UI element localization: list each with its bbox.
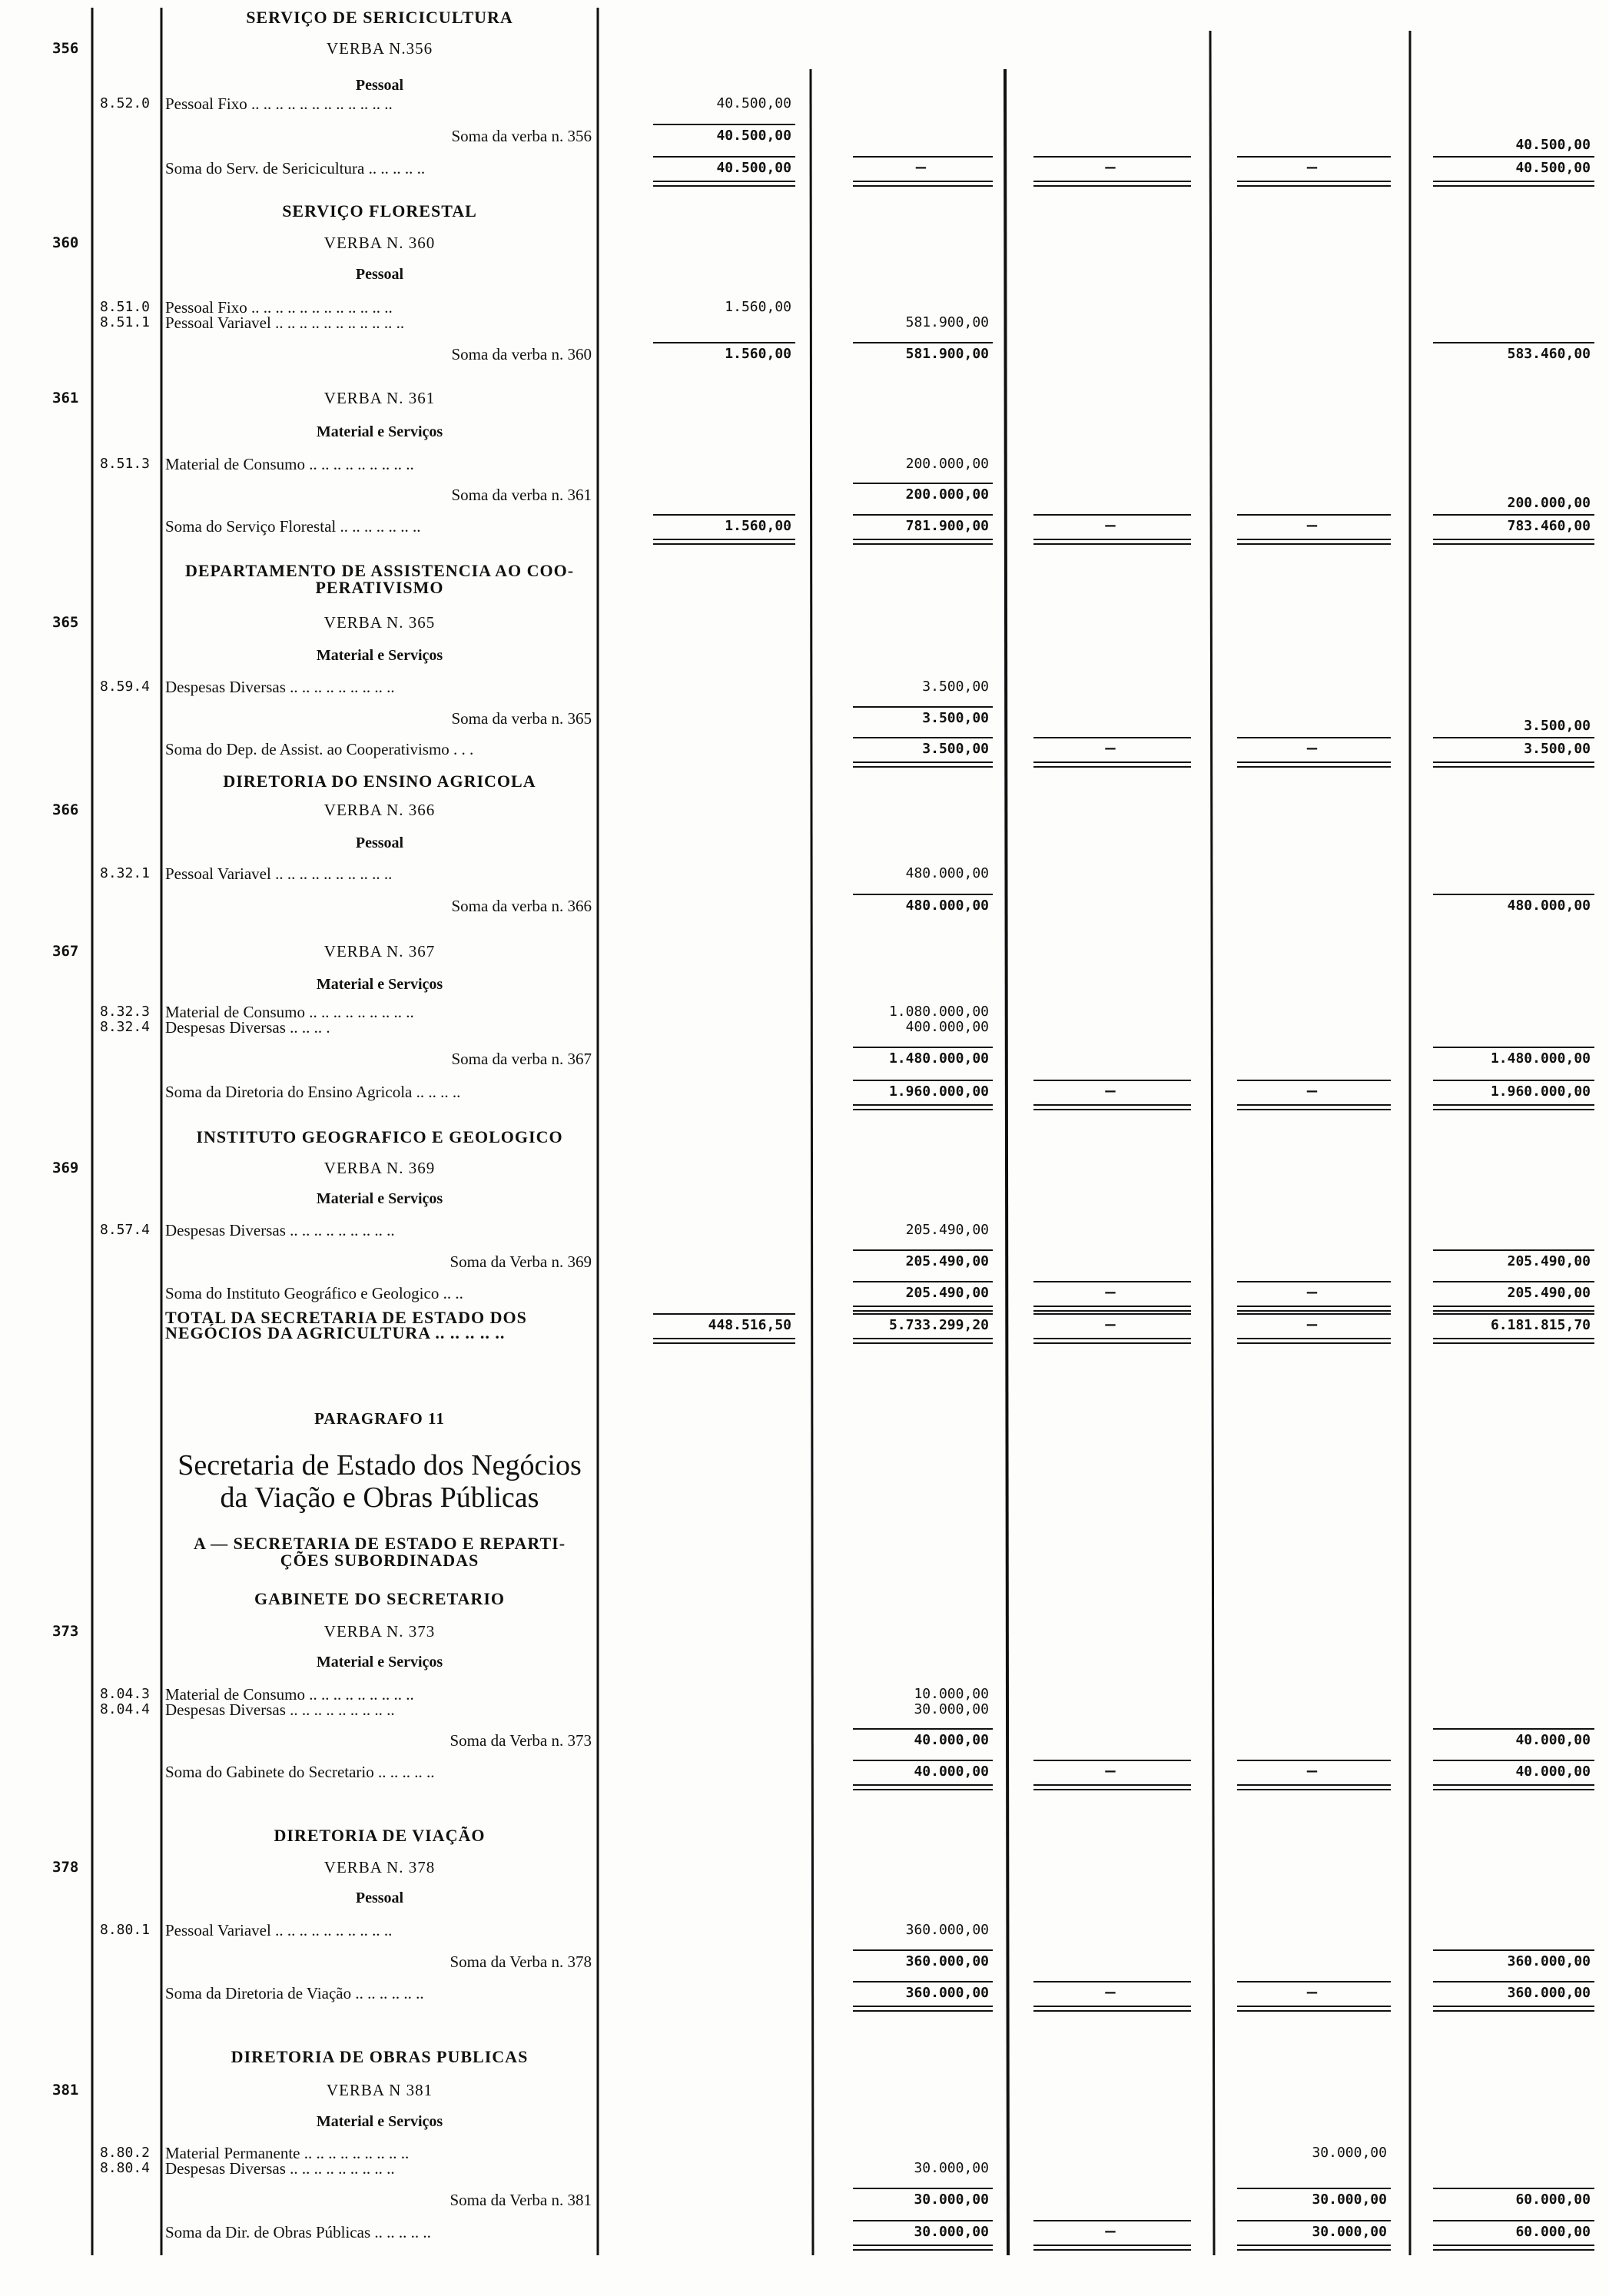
sum-label: Soma da verba n. 365 <box>451 709 592 728</box>
subheading: Pessoal <box>355 77 404 94</box>
sum-label: Soma da verba n. 361 <box>451 486 592 504</box>
subheading: Material e Serviços <box>316 1190 443 1207</box>
sum-label: Soma da verba n. 356 <box>451 127 592 145</box>
column-5-carry: 200.000,00 <box>1507 495 1591 511</box>
amount-c2: 581.900,00 <box>905 346 989 362</box>
amount-c2: 480.000,00 <box>905 865 989 881</box>
secretariat-title: Secretaria de Estado dos Negócios <box>177 1449 582 1481</box>
subheading: Pessoal <box>355 1890 404 1906</box>
item-label: Material Permanente .. .. .. .. .. .. .. .. .. <box>165 2144 410 2162</box>
column-3-rule <box>1210 31 1214 2255</box>
column-1-rule <box>811 69 813 2255</box>
amount-c1: 40.500,00 <box>716 95 791 111</box>
item-label: Despesas Diversas .. .. .. .. .. .. .. .. .. <box>165 1221 395 1239</box>
verba-title: VERBA N. 366 <box>323 801 436 819</box>
total-label: Soma da Diretoria de Viação .. .. .. .. .. .. <box>165 1984 424 2002</box>
sum-label: Soma da Verba n. 381 <box>450 2191 592 2209</box>
amount-c2: 781.900,00 <box>905 518 989 534</box>
item-code: 8.04.4 <box>100 1701 151 1717</box>
section-heading: SERVIÇO FLORESTAL <box>282 201 477 221</box>
item-code: 8.80.1 <box>100 1922 151 1938</box>
item-label: Material de Consumo .. .. .. .. .. .. .. .. .. <box>165 1003 414 1021</box>
item-code: 8.51.0 <box>100 299 151 315</box>
nil-dash: — <box>915 158 927 178</box>
total-label: Soma da Diretoria do Ensino Agricola .. .. .. .. <box>165 1083 461 1101</box>
item-label: Despesas Diversas .. .. .. .. .. .. .. .. .. <box>165 1700 395 1719</box>
amount-c2: 10.000,00 <box>914 1686 989 1702</box>
total-label: Soma do Serviço Florestal .. .. .. .. .. .. .. <box>165 517 421 536</box>
amount-c5: 205.490,00 <box>1507 1285 1591 1301</box>
subheading: Material e Serviços <box>316 1654 443 1671</box>
subheading: Pessoal <box>355 266 404 283</box>
amount-c5: 1.960.000,00 <box>1490 1083 1591 1100</box>
nil-dash: — <box>1105 1762 1116 1781</box>
column-2-rule <box>1005 69 1008 2255</box>
amount-c2: 30.000,00 <box>914 1701 989 1717</box>
item-code: 8.51.3 <box>100 456 151 472</box>
item-code: 8.59.4 <box>100 679 151 695</box>
item-label: Pessoal Variavel .. .. .. .. .. .. .. .. .. .. <box>165 864 393 883</box>
verba-title: VERBA N. 365 <box>323 613 436 632</box>
amount-c5: 783.460,00 <box>1507 518 1591 534</box>
subheading: Pessoal <box>355 834 404 851</box>
verba-title: VERBA N.356 <box>326 39 433 58</box>
section-heading: SERVIÇO DE SERICICULTURA <box>246 8 513 27</box>
subheading: Material e Serviços <box>316 2113 443 2130</box>
amount-c2: 40.000,00 <box>914 1732 989 1748</box>
amount-c2: 3.500,00 <box>922 679 989 695</box>
amount-c2: 40.000,00 <box>914 1763 989 1780</box>
total-label: Soma do Dep. de Assist. ao Cooperativismo . . . <box>165 740 474 758</box>
amount-c2: 30.000,00 <box>914 2224 989 2240</box>
sum-label: Soma da Verba n. 373 <box>450 1731 592 1750</box>
verba-reference: 367 <box>52 943 79 960</box>
amount-c2: 200.000,00 <box>905 456 989 472</box>
amount-c5: 40.000,00 <box>1515 1732 1591 1748</box>
section-heading-cont: ÇÕES SUBORDINADAS <box>280 1551 479 1570</box>
nil-dash: — <box>1105 2222 1116 2241</box>
item-label: Despesas Diversas .. .. .. . <box>165 1018 330 1037</box>
amount-c5: 480.000,00 <box>1507 897 1591 914</box>
section-heading: DIRETORIA DE OBRAS PUBLICAS <box>231 2047 529 2066</box>
verba-reference: 361 <box>52 390 79 406</box>
amount-c2: 360.000,00 <box>905 1985 989 2001</box>
verba-reference: 365 <box>52 614 79 631</box>
section-heading: A — SECRETARIA DE ESTADO E REPARTI- <box>193 1534 566 1553</box>
amount-c5: 583.460,00 <box>1507 346 1591 362</box>
amount-c1: 448.516,50 <box>708 1317 791 1333</box>
amount-c5: 40.000,00 <box>1515 1763 1591 1780</box>
item-code: 8.57.4 <box>100 1222 151 1238</box>
grand-total-label-cont: NEGÓCIOS DA AGRICULTURA .. .. .. .. .. <box>165 1323 506 1342</box>
item-code: 8.04.3 <box>100 1686 151 1702</box>
sum-label: Soma da Verba n. 378 <box>450 1953 592 1971</box>
amount-c2: 205.490,00 <box>905 1253 989 1269</box>
amount-c5: 205.490,00 <box>1507 1253 1591 1269</box>
amount-c4: 30.000,00 <box>1312 2145 1387 2161</box>
sum-label: Soma da verba n. 360 <box>451 345 592 363</box>
nil-dash: — <box>1306 1983 1318 2002</box>
section-heading: DIRETORIA DE VIAÇÃO <box>274 1826 486 1845</box>
verba-reference: 366 <box>52 801 79 818</box>
amount-c2: 30.000,00 <box>914 2160 989 2176</box>
item-label: Pessoal Fixo .. .. .. .. .. .. .. .. .. .. .. .. <box>165 95 393 113</box>
amount-c2: 3.500,00 <box>922 741 989 757</box>
item-label: Material de Consumo .. .. .. .. .. .. .. .. .. <box>165 455 414 473</box>
verba-title: VERBA N. 369 <box>323 1159 436 1177</box>
column-5-carry: 3.500,00 <box>1524 718 1591 734</box>
nil-dash: — <box>1105 1082 1116 1101</box>
amount-c4: 30.000,00 <box>1312 2224 1387 2240</box>
verba-reference: 378 <box>52 1859 79 1876</box>
verba-reference: 360 <box>52 234 79 251</box>
item-label: Pessoal Fixo .. .. .. .. .. .. .. .. .. .. .. .. <box>165 298 393 317</box>
total-label: Soma do Serv. de Sericicultura .. .. .. .. .. <box>165 159 426 178</box>
amount-c5: 360.000,00 <box>1507 1985 1591 2001</box>
item-code: 8.80.4 <box>100 2160 151 2176</box>
amount-c1: 40.500,00 <box>716 160 791 176</box>
section-heading: DEPARTAMENTO DE ASSISTENCIA AO COO- <box>184 561 575 580</box>
amount-c2: 480.000,00 <box>905 897 989 914</box>
item-label: Despesas Diversas .. .. .. .. .. .. .. .. .. <box>165 2159 395 2178</box>
nil-dash: — <box>1306 1283 1318 1302</box>
nil-dash: — <box>1105 1983 1116 2002</box>
verba-reference: 381 <box>52 2082 79 2099</box>
amount-c5: 6.181.815,70 <box>1490 1317 1591 1333</box>
secretariat-title-cont: da Viação e Obras Públicas <box>220 1481 539 1514</box>
amount-c2: 1.080.000,00 <box>888 1004 989 1020</box>
nil-dash: — <box>1306 516 1318 536</box>
item-code: 8.32.3 <box>100 1004 151 1020</box>
amount-c2: 5.733.299,20 <box>888 1317 989 1333</box>
total-label: Soma do Gabinete do Secretario .. .. .. .. .. <box>165 1763 435 1781</box>
verba-title: VERBA N. 373 <box>323 1622 436 1641</box>
amount-c2: 3.500,00 <box>922 710 989 726</box>
sum-label: Soma da verba n. 366 <box>451 897 592 915</box>
item-code: 8.32.1 <box>100 865 151 881</box>
item-code: 8.51.1 <box>100 314 151 330</box>
amount-c2: 400.000,00 <box>905 1019 989 1035</box>
item-label: Pessoal Variavel .. .. .. .. .. .. .. .. .. .. <box>165 1921 393 1939</box>
sum-label: Soma da Verba n. 369 <box>450 1253 592 1271</box>
subheading: Material e Serviços <box>316 976 443 993</box>
amount-c5: 360.000,00 <box>1507 1953 1591 1969</box>
item-code: 8.80.2 <box>100 2145 151 2161</box>
amount-c2: 200.000,00 <box>905 486 989 503</box>
sum-label: Soma da verba n. 367 <box>451 1050 592 1068</box>
amount-c2: 205.490,00 <box>905 1285 989 1301</box>
amount-c5: 40.500,00 <box>1515 160 1591 176</box>
column-5-carry: 40.500,00 <box>1515 137 1591 153</box>
amount-c1: 40.500,00 <box>716 128 791 144</box>
section-heading-cont: PERATIVISMO <box>315 578 444 597</box>
nil-dash: — <box>1306 1762 1318 1781</box>
nil-dash: — <box>1105 1316 1116 1335</box>
item-label: Despesas Diversas .. .. .. .. .. .. .. .. .. <box>165 678 395 696</box>
amount-c2: 360.000,00 <box>905 1922 989 1938</box>
verba-title: VERBA N. 360 <box>323 234 436 252</box>
amount-c2: 30.000,00 <box>914 2191 989 2208</box>
verba-title: VERBA N. 378 <box>323 1858 436 1876</box>
amount-c2: 360.000,00 <box>905 1953 989 1969</box>
item-code: 8.32.4 <box>100 1019 151 1035</box>
amount-c5: 1.480.000,00 <box>1490 1050 1591 1067</box>
nil-dash: — <box>1105 739 1116 758</box>
section-heading: GABINETE DO SECRETARIO <box>254 1589 505 1608</box>
nil-dash: — <box>1105 516 1116 536</box>
amount-c2: 581.900,00 <box>905 314 989 330</box>
amount-c4: 30.000,00 <box>1312 2191 1387 2208</box>
grand-total-label: TOTAL DA SECRETARIA DE ESTADO DOS <box>165 1308 527 1327</box>
subheading: Material e Serviços <box>316 423 443 440</box>
subheading: Material e Serviços <box>316 647 443 664</box>
item-label: Material de Consumo .. .. .. .. .. .. .. .. .. <box>165 1685 414 1704</box>
total-label: Soma do Instituto Geográfico e Geologico .. .. <box>165 1284 463 1302</box>
section-heading: DIRETORIA DO ENSINO AGRICOLA <box>223 771 536 791</box>
verba-reference: 369 <box>52 1160 79 1176</box>
paragraph-heading: PARAGRAFO 11 <box>314 1409 445 1428</box>
nil-dash: — <box>1306 739 1318 758</box>
verba-title: VERBA N 381 <box>326 2081 433 2099</box>
amount-c2: 205.490,00 <box>905 1222 989 1238</box>
verba-reference: 373 <box>52 1623 79 1640</box>
verba-title: VERBA N. 361 <box>323 389 436 407</box>
nil-dash: — <box>1306 158 1318 178</box>
nil-dash: — <box>1105 1283 1116 1302</box>
amount-c2: 1.960.000,00 <box>888 1083 989 1100</box>
amount-c1: 1.560,00 <box>725 299 791 315</box>
verba-reference: 356 <box>52 40 79 57</box>
item-code: 8.52.0 <box>100 95 151 111</box>
section-heading: INSTITUTO GEOGRAFICO E GEOLOGICO <box>196 1127 563 1146</box>
amount-c5: 60.000,00 <box>1515 2224 1591 2240</box>
total-label: Soma da Dir. de Obras Públicas .. .. .. .. .. <box>165 2223 431 2241</box>
amount-c2: 1.480.000,00 <box>888 1050 989 1067</box>
nil-dash: — <box>1105 158 1116 178</box>
item-label: Pessoal Variavel .. .. .. .. .. .. .. .. .. .. .. <box>165 314 405 332</box>
amount-c1: 1.560,00 <box>725 346 791 362</box>
verba-title: VERBA N. 367 <box>323 942 436 961</box>
amount-c5: 3.500,00 <box>1524 741 1591 757</box>
nil-dash: — <box>1306 1082 1318 1101</box>
amount-c5: 60.000,00 <box>1515 2191 1591 2208</box>
nil-dash: — <box>1306 1316 1318 1335</box>
amount-c1: 1.560,00 <box>725 518 791 534</box>
